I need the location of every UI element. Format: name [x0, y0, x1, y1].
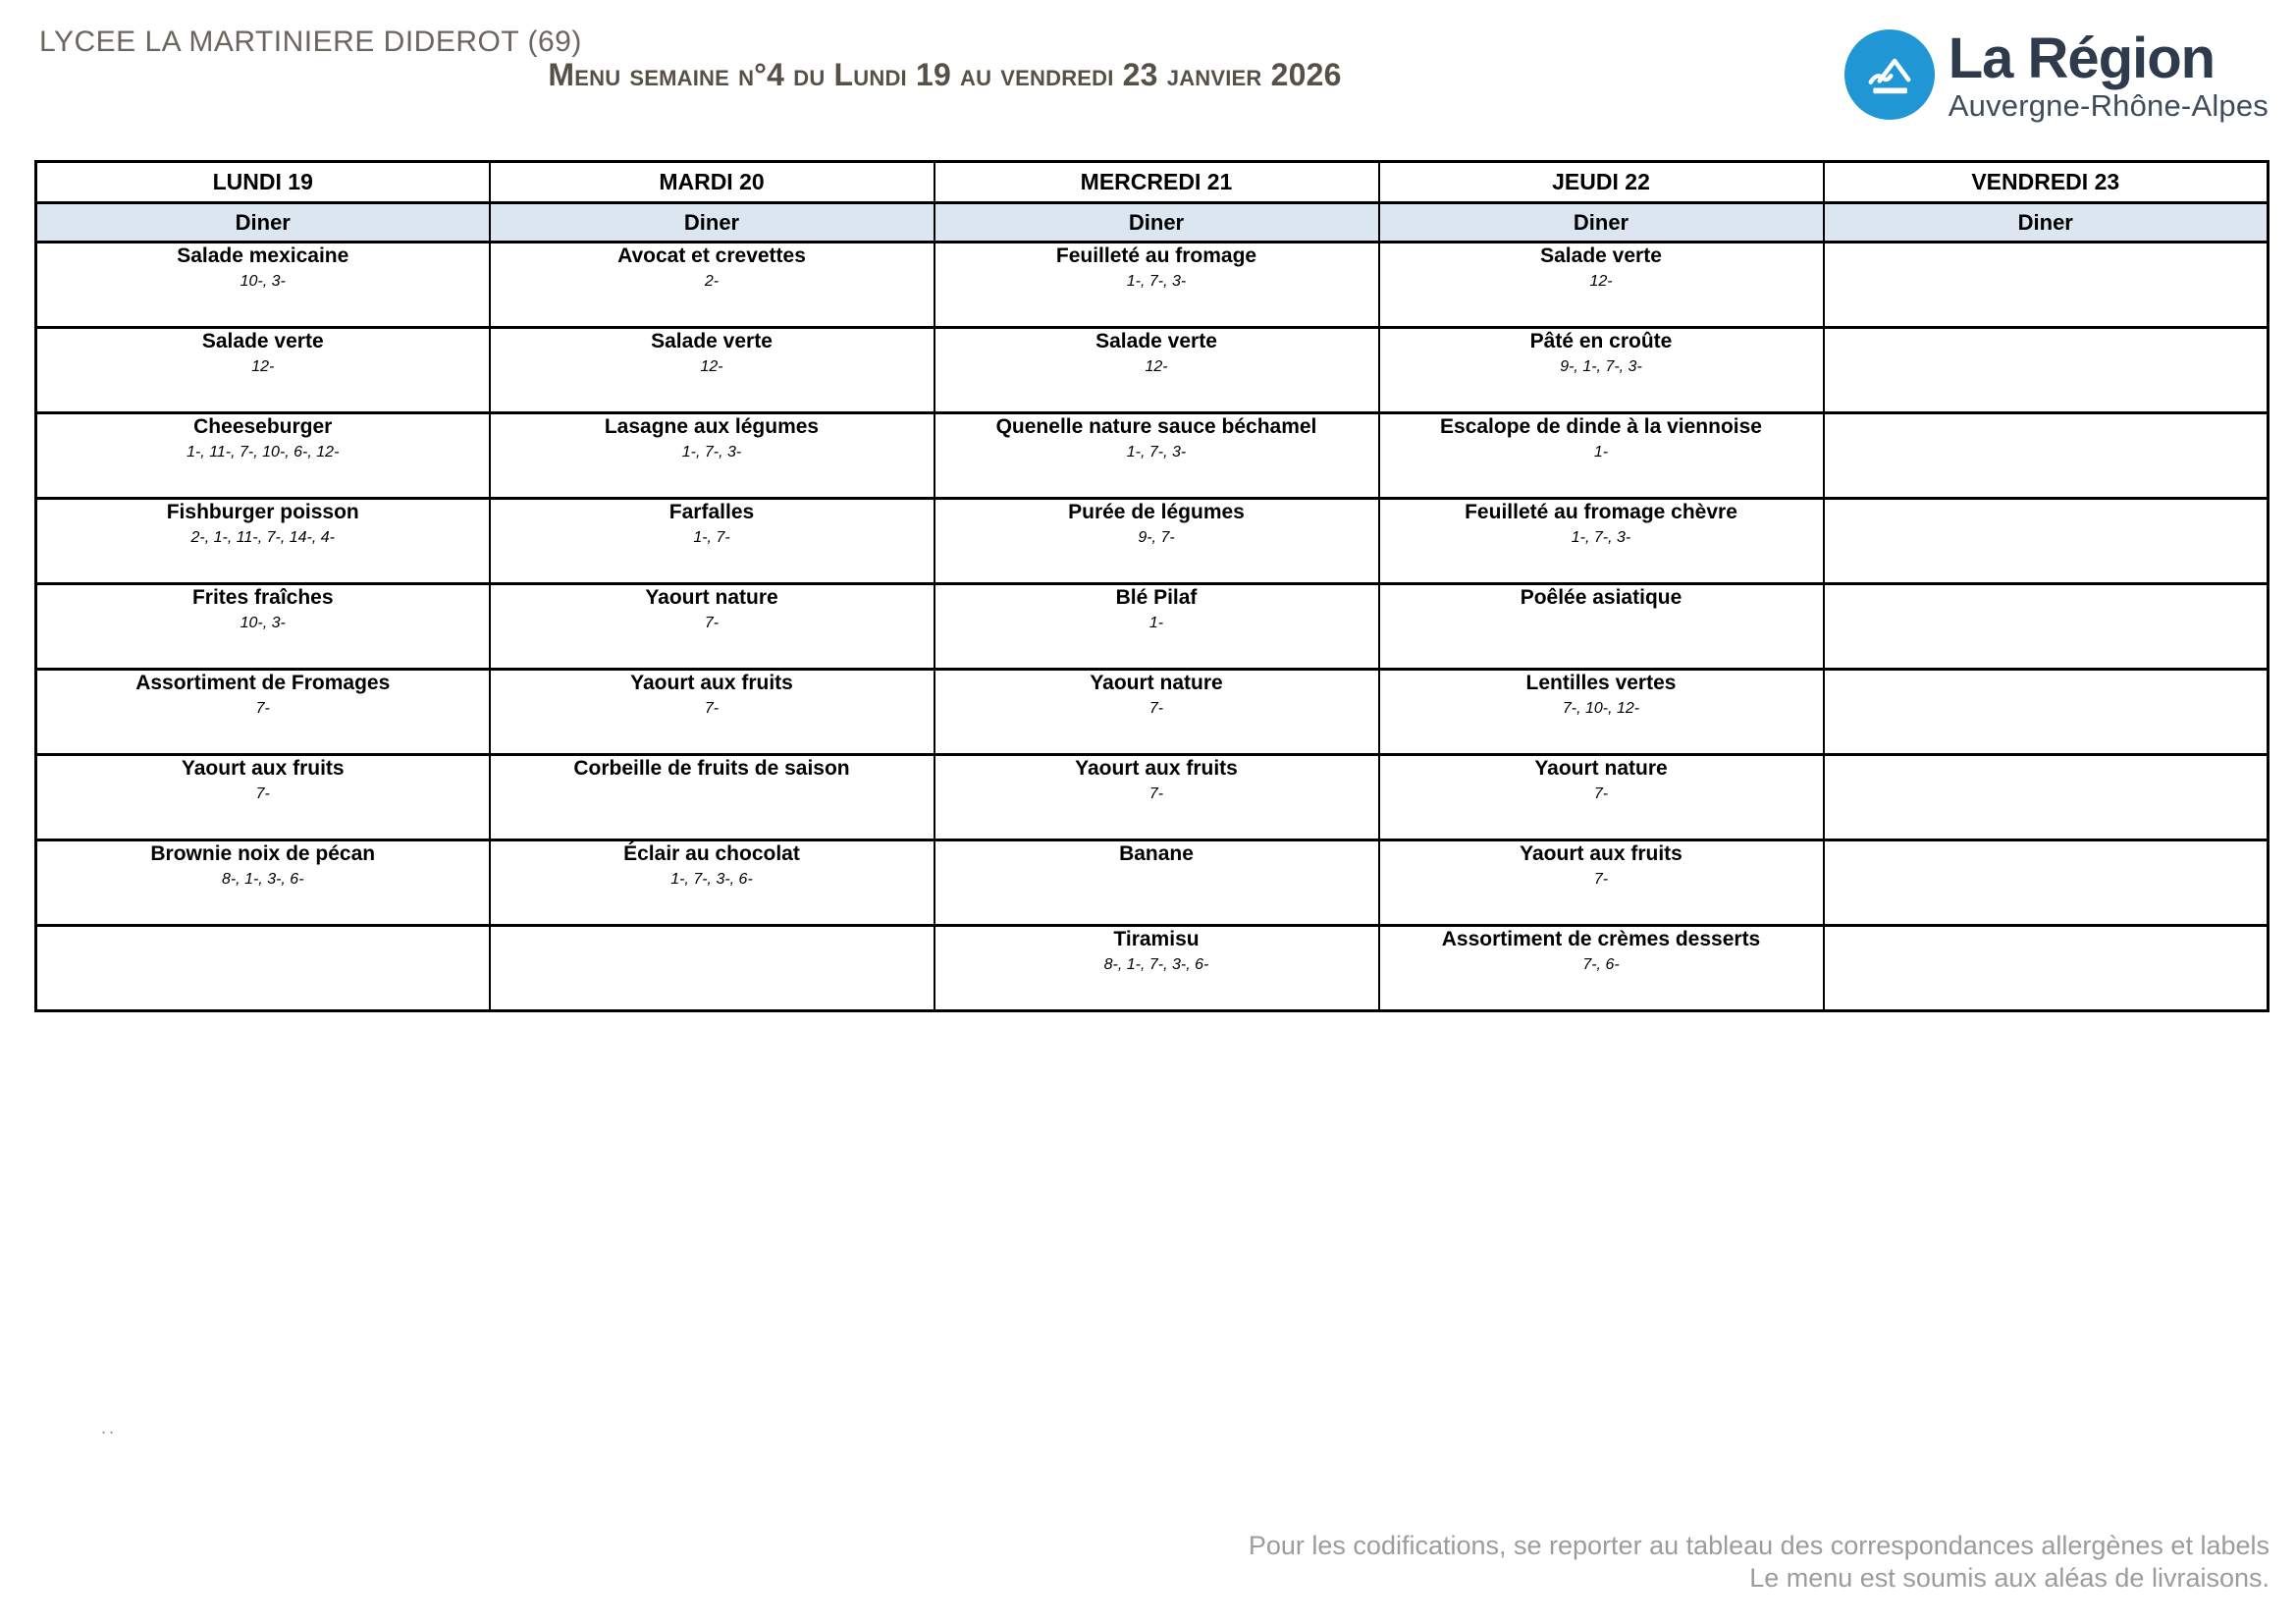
menu-item-allergen-codes: 9-, 1-, 7-, 3- [1560, 358, 1642, 375]
menu-item-name: Pâté en croûte [1529, 330, 1673, 352]
menu-cell [1379, 243, 1824, 328]
meal-row [36, 203, 2269, 243]
menu-item-name: Corbeille de fruits de saison [573, 757, 850, 780]
menu-item-name: Banane [1119, 842, 1194, 865]
menu-cell [490, 243, 934, 328]
menu-item-name: Blé Pilaf [1115, 586, 1198, 609]
menu-item-name: Assortiment de Fromages [135, 672, 391, 694]
menu-item-name: Quenelle nature sauce béchamel [995, 415, 1317, 438]
menu-item-name: Salade verte [1095, 330, 1217, 352]
menu-cell [36, 499, 490, 584]
menu-item-name: Salade mexicaine [177, 244, 349, 267]
menu-cell [36, 243, 490, 328]
stray-dots: .. [101, 1418, 118, 1437]
menu-item-name: Avocat et crevettes [617, 244, 806, 267]
day-header: JEUDI 22 [1379, 162, 1824, 203]
menu-item-allergen-codes: 8-, 1-, 3-, 6- [221, 871, 304, 888]
menu-item-name: Éclair au chocolat [623, 842, 800, 865]
menu-item-allergen-codes: 1-, 7-, 3- [1571, 529, 1631, 546]
menu-cell [934, 926, 1379, 1011]
menu-table-body [36, 203, 2269, 1011]
logo-circle [1844, 29, 1935, 120]
day-header: MERCREDI 21 [934, 162, 1379, 203]
menu-item-allergen-codes: 8-, 1-, 7-, 3-, 6- [1103, 956, 1209, 973]
meal-label-cell: Diner [1379, 203, 1824, 243]
menu-item-name: Escalope de dinde à la viennoise [1440, 415, 1762, 438]
menu-cell [490, 328, 934, 413]
menu-item-name: Yaourt aux fruits [181, 757, 345, 780]
menu-cell [934, 413, 1379, 499]
menu-item-name: Yaourt nature [1090, 672, 1223, 694]
menu-item-name: Tiramisu [1113, 928, 1200, 950]
menu-item-allergen-codes: 12- [700, 358, 723, 375]
menu-item-allergen-codes: 1-, 7-, 3- [681, 444, 742, 460]
menu-cell [934, 499, 1379, 584]
menu-row [36, 926, 2269, 1011]
menu-item-allergen-codes: 2-, 1-, 11-, 7-, 14-, 4- [190, 529, 335, 546]
region-logo [1844, 29, 2269, 124]
menu-cell [1824, 584, 2269, 670]
menu-cell [490, 413, 934, 499]
menu-cell [934, 584, 1379, 670]
menu-row [36, 670, 2269, 755]
menu-item-allergen-codes: 7- [1148, 785, 1164, 802]
menu-item-allergen-codes: 7- [1593, 871, 1609, 888]
footer-note [1249, 1530, 2269, 1595]
footer-line-allergens: Pour les codifications, se reporter au tableau des correspondances allergènes et labels [1248, 1531, 2269, 1560]
menu-item-allergen-codes: 1-, 11-, 7-, 10-, 6-, 12- [187, 444, 340, 460]
menu-item-allergen-codes: 12- [1145, 358, 1168, 375]
menu-item-allergen-codes: 7- [1593, 785, 1609, 802]
menu-cell [1379, 670, 1824, 755]
menu-cell [490, 840, 934, 926]
menu-cell [1824, 670, 2269, 755]
menu-cell [1379, 328, 1824, 413]
menu-row [36, 328, 2269, 413]
menu-item-name: Farfalles [668, 501, 755, 523]
menu-item-allergen-codes: 1- [1148, 615, 1164, 631]
menu-item-name: Purée de légumes [1068, 501, 1245, 523]
menu-item-allergen-codes: 7- [704, 700, 720, 717]
menu-row [36, 243, 2269, 328]
menu-item-name: Yaourt aux fruits [1520, 842, 1682, 865]
menu-cell [934, 328, 1379, 413]
menu-item-allergen-codes: 9-, 7- [1138, 529, 1175, 546]
menu-item-allergen-codes: 10-, 3- [240, 273, 286, 290]
menu-item-name: Feuilleté au fromage [1055, 244, 1257, 267]
menu-cell [1824, 840, 2269, 926]
menu-item-name: Fishburger poisson [166, 501, 359, 523]
menu-item-allergen-codes: 7-, 6- [1582, 956, 1620, 973]
menu-cell [1824, 243, 2269, 328]
menu-item-allergen-codes: 1-, 7-, 3- [1126, 273, 1187, 290]
logo-brand: La Région [1948, 27, 2216, 90]
menu-item-name: Yaourt aux fruits [630, 672, 793, 694]
menu-item-name: Salade verte [201, 330, 324, 352]
menu-item-allergen-codes: 7- [255, 700, 270, 717]
menu-item-allergen-codes: 12- [1589, 273, 1613, 290]
menu-row [36, 755, 2269, 840]
menu-row [36, 584, 2269, 670]
menu-item-name: Brownie noix de pécan [150, 842, 376, 865]
day-header-row [36, 162, 2269, 203]
menu-cell [1379, 840, 1824, 926]
menu-item-allergen-codes: 7- [1148, 700, 1164, 717]
menu-cell [490, 584, 934, 670]
logo-subtitle: Auvergne-Rhône-Alpes [1948, 88, 2269, 123]
menu-cell [1379, 584, 1824, 670]
menu-cell [36, 584, 490, 670]
menu-item-name: Lasagne aux légumes [604, 415, 820, 438]
day-header: MARDI 20 [490, 162, 934, 203]
menu-item-name: Yaourt nature [1534, 757, 1668, 780]
menu-item-allergen-codes: 2- [704, 273, 720, 290]
menu-item-allergen-codes: 12- [251, 358, 275, 375]
menu-cell [1379, 413, 1824, 499]
school-name: LYCEE LA MARTINIERE DIDEROT (69) [39, 26, 582, 58]
logo-text [1949, 29, 2269, 124]
day-header: VENDREDI 23 [1824, 162, 2269, 203]
page-title: Menu semaine n°4 du Lundi 19 au vendredi 23 janvier 2026 [548, 57, 1342, 92]
menu-cell [36, 413, 490, 499]
menu-cell [36, 755, 490, 840]
meal-label-cell: Diner [36, 203, 490, 243]
menu-item-name: Lentilles vertes [1525, 672, 1677, 694]
meal-label-cell: Diner [934, 203, 1379, 243]
meal-label-cell: Diner [1824, 203, 2269, 243]
menu-item-allergen-codes: 7-, 10-, 12- [1562, 700, 1640, 717]
menu-cell [934, 755, 1379, 840]
day-header: LUNDI 19 [36, 162, 490, 203]
meal-label-cell: Diner [490, 203, 934, 243]
menu-cell [1824, 499, 2269, 584]
menu-cell [490, 755, 934, 840]
menu-cell [934, 243, 1379, 328]
menu-cell [1824, 926, 2269, 1011]
menu-item-allergen-codes: 7- [255, 785, 270, 802]
menu-item-allergen-codes: 1- [1593, 444, 1609, 460]
menu-cell [36, 840, 490, 926]
menu-item-name: Yaourt aux fruits [1075, 757, 1238, 780]
menu-row [36, 499, 2269, 584]
menu-item-name: Salade verte [651, 330, 773, 352]
menu-table-head [36, 162, 2269, 203]
menu-cell [490, 499, 934, 584]
menu-item-allergen-codes: 10-, 3- [240, 615, 286, 631]
menu-item-name: Frites fraîches [191, 586, 334, 609]
menu-cell [36, 670, 490, 755]
menu-item-allergen-codes: 1-, 7-, 3-, 6- [670, 871, 753, 888]
menu-cell [934, 670, 1379, 755]
menu-cell [1379, 926, 1824, 1011]
menu-item-name: Feuilleté au fromage chèvre [1465, 501, 1737, 523]
menu-row [36, 413, 2269, 499]
menu-item-allergen-codes: 1-, 7-, 3- [1126, 444, 1187, 460]
menu-item-name: Poêlée asiatique [1520, 586, 1682, 609]
menu-cell [1824, 328, 2269, 413]
menu-cell [490, 670, 934, 755]
menu-table [34, 160, 2269, 1012]
menu-item-name: Salade verte [1540, 244, 1662, 267]
menu-cell [36, 926, 490, 1011]
menu-cell [490, 926, 934, 1011]
menu-item-name: Cheeseburger [193, 415, 333, 438]
menu-item-name: Assortiment de crèmes desserts [1441, 928, 1761, 950]
menu-cell [934, 840, 1379, 926]
menu-item-allergen-codes: 7- [704, 615, 720, 631]
menu-cell [1379, 499, 1824, 584]
menu-item-name: Yaourt nature [645, 586, 778, 609]
menu-cell [1824, 755, 2269, 840]
menu-row [36, 840, 2269, 926]
menu-cell [1824, 413, 2269, 499]
mountain-icon [1858, 43, 1921, 106]
menu-item-allergen-codes: 1-, 7- [693, 529, 730, 546]
footer-line-delivery: Le menu est soumis aux aléas de livraisons. [1749, 1563, 2269, 1593]
menu-cell [36, 328, 490, 413]
menu-cell [1379, 755, 1824, 840]
